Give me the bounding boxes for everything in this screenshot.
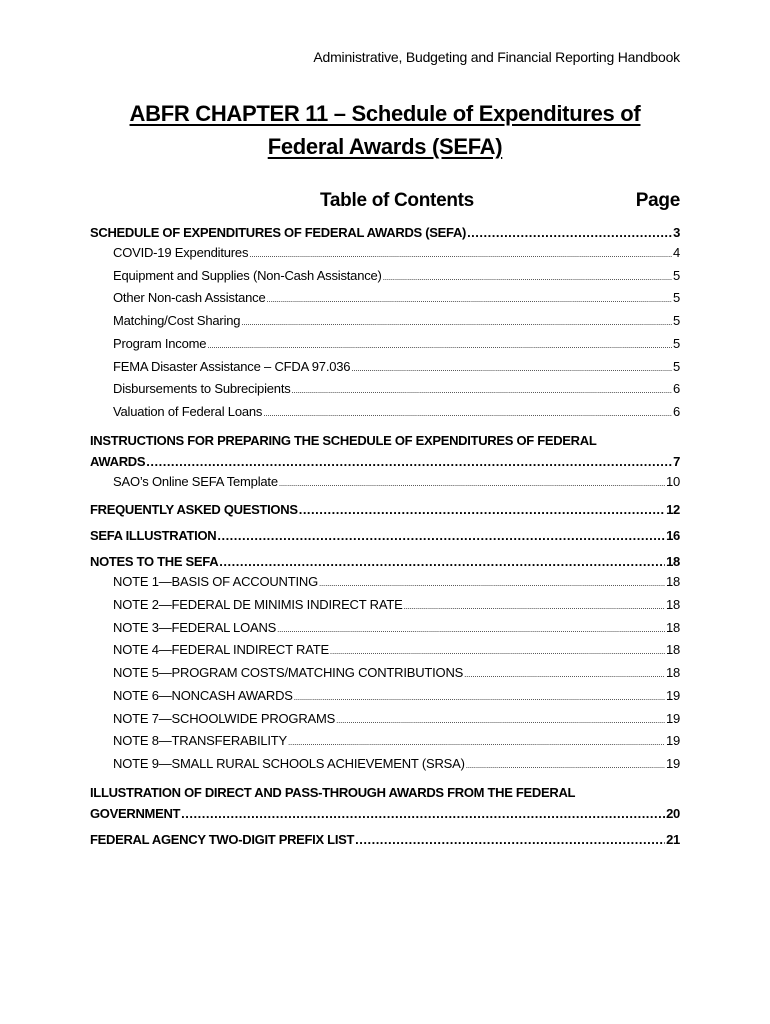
toc-section-instructions-line-1[interactable]: INSTRUCTIONS FOR PREPARING THE SCHEDULE OF EXPENDITURES OF FEDERAL bbox=[90, 432, 597, 448]
toc-section-faq[interactable]: FREQUENTLY ASKED QUESTIONS ..... 12 bbox=[90, 499, 680, 520]
chapter-title-line-1: ABFR CHAPTER 11 – Schedule of Expenditures of bbox=[129, 101, 641, 126]
toc-item[interactable]: FEMA Disaster Assistance – CFDA 97.036 ..... 5 bbox=[90, 357, 680, 380]
toc-heading-title: Table of Contents bbox=[320, 190, 474, 211]
toc-item[interactable]: NOTE 8—TRANSFERABILITY ..... 19 bbox=[90, 731, 680, 754]
table-of-contents bbox=[90, 222, 680, 850]
toc-section-illustration-line-1[interactable]: ILLUSTRATION OF DIRECT AND PASS-THROUGH AWARDS FROM THE FEDERAL bbox=[90, 784, 576, 800]
toc-item[interactable]: Disbursements to Subrecipients ..... 6 bbox=[90, 379, 680, 402]
toc-item[interactable]: Valuation of Federal Loans ..... 6 bbox=[90, 402, 680, 425]
toc-item[interactable]: NOTE 6—NONCASH AWARDS ..... 19 bbox=[90, 686, 680, 709]
chapter-title bbox=[0, 97, 770, 163]
toc-item[interactable]: COVID-19 Expenditures ..... 4 bbox=[90, 243, 680, 266]
toc-section-notes[interactable]: NOTES TO THE SEFA ..... 18 bbox=[90, 551, 680, 572]
toc-item[interactable]: Program Income ..... 5 bbox=[90, 334, 680, 357]
toc-item[interactable]: NOTE 7—SCHOOLWIDE PROGRAMS ..... 19 bbox=[90, 709, 680, 732]
running-header: Administrative, Budgeting and Financial Reporting Handbook bbox=[313, 49, 680, 65]
toc-item[interactable]: NOTE 3—FEDERAL LOANS ..... 18 bbox=[90, 618, 680, 641]
toc-item[interactable]: NOTE 9—SMALL RURAL SCHOOLS ACHIEVEMENT (SRSA) ..... 19 bbox=[90, 754, 680, 777]
toc-item[interactable]: NOTE 1—BASIS OF ACCOUNTING ..... 18 bbox=[90, 572, 680, 595]
toc-item[interactable]: Matching/Cost Sharing ..... 5 bbox=[90, 311, 680, 334]
toc-heading bbox=[90, 190, 680, 216]
toc-item[interactable]: Equipment and Supplies (Non-Cash Assistance) ..... 5 bbox=[90, 266, 680, 289]
toc-item[interactable]: NOTE 2—FEDERAL DE MINIMIS INDIRECT RATE ..... 18 bbox=[90, 595, 680, 618]
toc-section-prefix-list[interactable]: FEDERAL AGENCY TWO-DIGIT PREFIX LIST ..... 21 bbox=[90, 829, 680, 850]
toc-section-illustration-direct[interactable]: GOVERNMENT ..... 20 bbox=[90, 803, 680, 824]
toc-section-instructions[interactable]: AWARDS ..... 7 bbox=[90, 451, 680, 472]
toc-section-sefa-illustration[interactable]: SEFA ILLUSTRATION ..... 16 bbox=[90, 525, 680, 546]
toc-section-sefa[interactable]: SCHEDULE OF EXPENDITURES OF FEDERAL AWARDS (SEFA) ..... 3 bbox=[90, 222, 680, 243]
toc-item[interactable]: Other Non-cash Assistance ..... 5 bbox=[90, 288, 680, 311]
toc-heading-page: Page bbox=[635, 190, 680, 211]
toc-item[interactable]: SAO’s Online SEFA Template ..... 10 bbox=[90, 472, 680, 495]
toc-item[interactable]: NOTE 5—PROGRAM COSTS/MATCHING CONTRIBUTIONS ..... 18 bbox=[90, 663, 680, 686]
chapter-title-line-2: Federal Awards (SEFA) bbox=[267, 134, 503, 159]
toc-item[interactable]: NOTE 4—FEDERAL INDIRECT RATE ..... 18 bbox=[90, 640, 680, 663]
